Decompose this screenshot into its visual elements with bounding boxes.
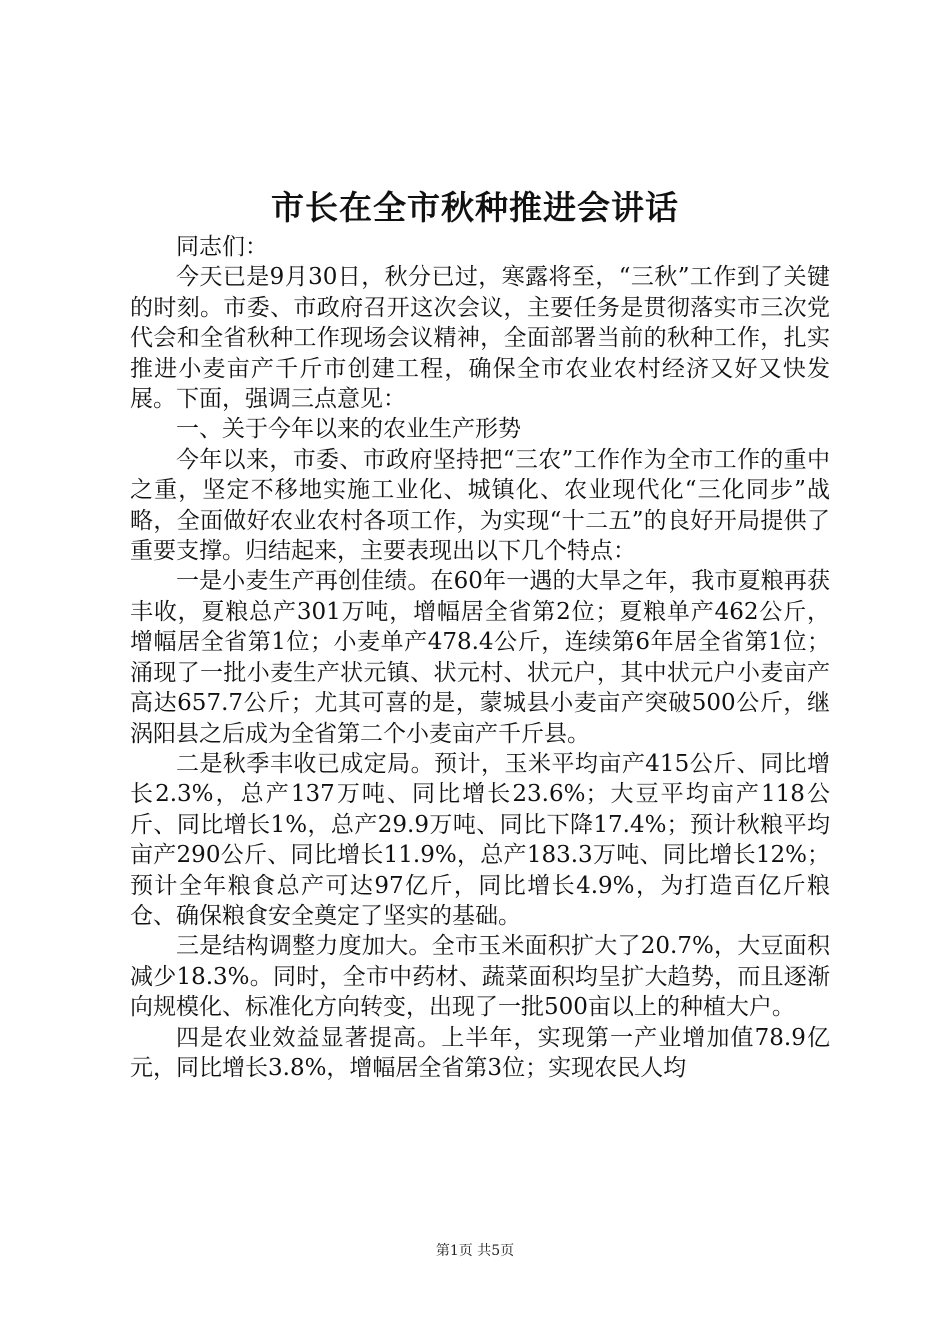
paragraph-point-1: 一是小麦生产再创佳绩。在60年一遇的大旱之年，我市夏粮再获丰收，夏粮总产301万吨，增幅居全省第2位；夏粮单产462公斤，增幅居全省第1位；小麦单产478.4公斤，连续第6年居全省第1位；涌现了一批小麦生产状元镇、状元村、状元户，其中状元户小麦亩产高达657.7公斤；尤其可喜的是，蒙城县小麦亩产突破500公斤，继涡阳县之后成为全省第二个小麦亩产千斤县。 [130,568,830,747]
paragraph-point-2: 二是秋季丰收已成定局。预计，玉米平均亩产415公斤、同比增长2.3%，总产137万吨、同比增长23.6%；大豆平均亩产118公斤、同比增长1%，总产29.9万吨、同比下降17.4%；预计秋粮平均亩产290公斤、同比增长11.9%，总产183.3万吨、同比增长12%；预计全年粮食总产可达97亿斤，同比增长4.9%，为打造百亿斤粮仓、确保粮食安全奠定了坚实的基础。 [130,750,830,929]
page-number-footer: 第1页 共5页 [435,1243,515,1259]
document-body [130,232,830,1083]
section-heading-1: 一、关于今年以来的农业生产形势 [176,416,521,443]
paragraph-overview: 今年以来，市委、市政府坚持把“三农”工作作为全市工作的重中之重，坚定不移地实施工业化、城镇化、农业现代化“三化同步”战略，全面做好农业农村各项工作，为实现“十二五”的良好开局提供了重要支撑。归结起来，主要表现出以下几个特点： [130,446,830,565]
paragraph-intro: 今天已是9月30日，秋分已过，寒露将至，“三秋”工作到了关键的时刻。市委、市政府召开这次会议，主要任务是贯彻落实市三次党代会和全省秋种工作现场会议精神，全面部署当前的秋种工作，扎实推进小麦亩产千斤市创建工程，确保全市农业农村经济又好又快发展。下面，强调三点意见： [130,264,830,413]
paragraph-point-3: 三是结构调整力度加大。全市玉米面积扩大了20.7%，大豆面积减少18.3%。同时，全市中药材、蔬菜面积均呈扩大趋势，而且逐渐向规模化、标准化方向转变，出现了一批500亩以上的种植大户。 [130,933,830,1021]
paragraph-point-4: 四是农业效益显著提高。上半年，实现第一产业增加值78.9亿元，同比增长3.8%，增幅居全省第3位；实现农民人均 [130,1024,830,1081]
greeting: 同志们： [176,234,268,260]
document-title: 市长在全市秋种推进会讲话 [271,188,679,227]
